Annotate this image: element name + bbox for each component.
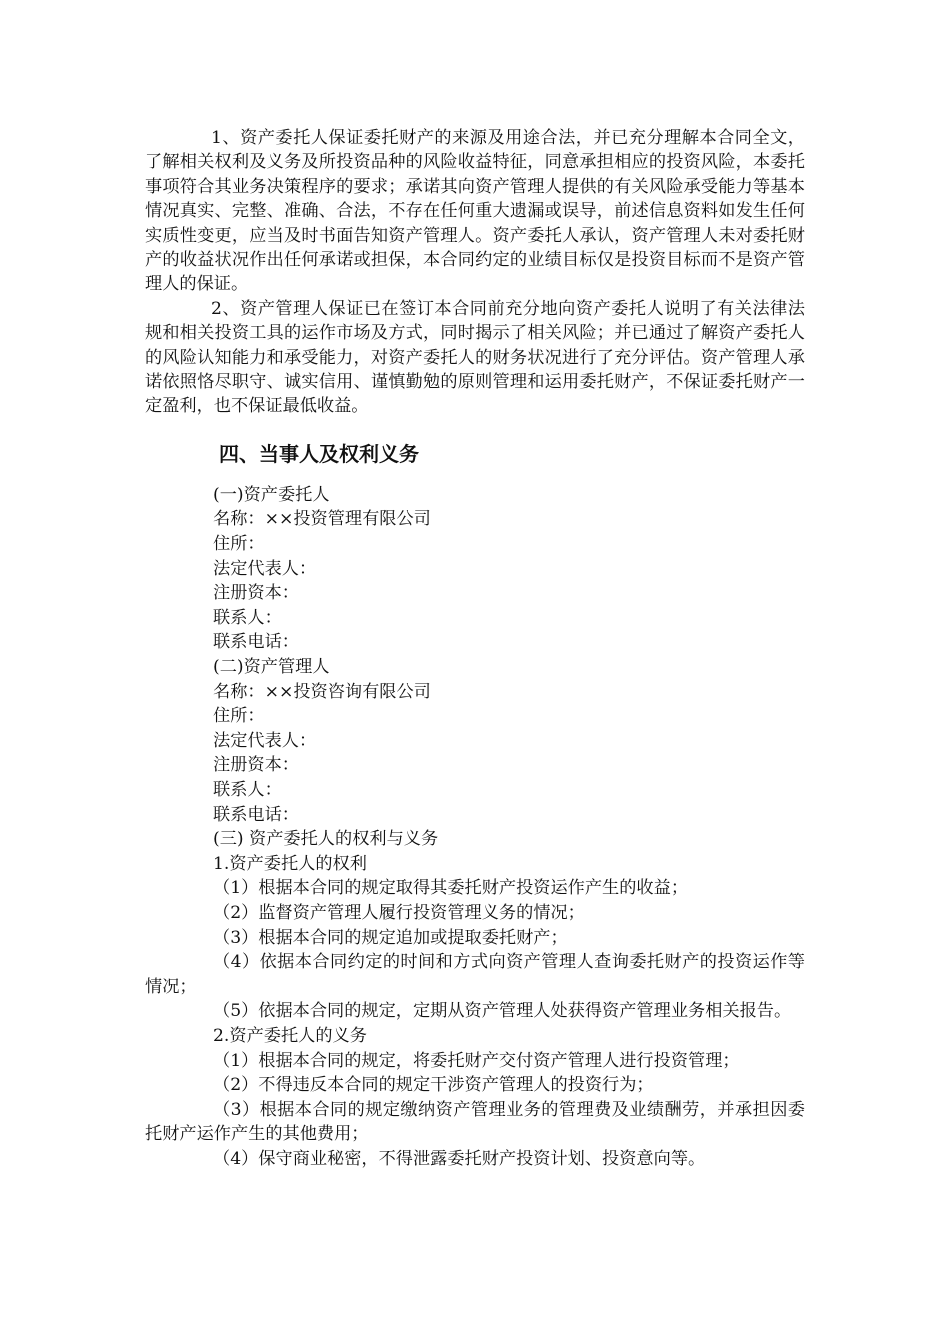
party-line: 法定代表人： [213, 558, 317, 579]
rights-item: （4）依据本合同约定的时间和方式向资产管理人查询委托财产的投资运作等情况； [145, 952, 805, 997]
document-page [145, 126, 805, 1172]
party-line: 联系电话： [213, 804, 299, 825]
rights-item: （1）根据本合同的规定取得其委托财产投资运作产生的收益； [213, 878, 689, 899]
subsection-title: (三) 资产委托人的权利与义务 [213, 829, 439, 850]
party-line: 法定代表人： [213, 730, 317, 751]
paragraph-guarantee-client: 1、资产委托人保证委托财产的来源及用途合法，并已充分理解本合同全文，了解相关权利及义务及所投资品种的风险收益特征，同意承担相应的投资风险，本委托事项符合其业务决策程序的要求；承诺其向资产管理人提供的有关风险承受能力等基本情况真实、完整、准确、合法，不存在任何重大遗漏或误导，前述信息资料如发生任何实质性变更，应当及时书面告知资产管理人。资产委托人承认，资产管理人未对委托财产的收益状况作出任何承诺或担保，本合同约定的业绩目标仅是投资目标而不是资产管理人的保证。 [145, 128, 805, 295]
paragraph-guarantee-manager: 2、资产管理人保证已在签订本合同前充分地向资产委托人说明了有关法律法规和相关投资工具的运作市场及方式，同时揭示了相关风险；并已通过了解资产委托人的风险认知能力和承受能力，对资产委托人的财务状况进行了充分评估。资产管理人承诺依照恪尽职守、诚实信用、谨慎勤勉的原则管理和运用委托财产，不保证委托财产一定盈利，也不保证最低收益。 [145, 298, 805, 417]
party-line: 联系电话： [213, 632, 299, 653]
section-heading: 四、当事人及权利义务 [219, 441, 419, 466]
party-line: 名称：××投资咨询有限公司 [213, 681, 431, 702]
duties-item: （3）根据本合同的规定缴纳资产管理业务的管理费及业绩酬劳，并承担因委托财产运作产生的其他费用； [145, 1099, 805, 1145]
party-line: (一)资产委托人 [213, 484, 330, 505]
party-line: 名称：××投资管理有限公司 [213, 509, 431, 530]
duties-item: （2）不得违反本合同的规定干涉资产管理人的投资行为； [213, 1075, 654, 1096]
rights-item: （2）监督资产管理人履行投资管理义务的情况； [213, 902, 585, 923]
party-line: 住所： [213, 534, 265, 555]
rights-item: （5）依据本合同的规定，定期从资产管理人处获得资产管理业务相关报告。 [213, 1001, 792, 1022]
party-line: 联系人： [213, 607, 282, 628]
duties-item: （4）保守商业秘密，不得泄露委托财产投资计划、投资意向等。 [213, 1148, 706, 1169]
subsection-title: 2.资产委托人的义务 [213, 1025, 367, 1046]
subsection-title: 1.资产委托人的权利 [213, 853, 367, 874]
party-line: 注册资本： [213, 755, 299, 776]
party-line: 住所： [213, 706, 265, 727]
party-line: (二)资产管理人 [213, 657, 330, 678]
duties-item: （1）根据本合同的规定，将委托财产交付资产管理人进行投资管理； [213, 1050, 740, 1071]
rights-item: （3）根据本合同的规定追加或提取委托财产； [213, 927, 568, 948]
party-line: 注册资本： [213, 583, 299, 604]
party-line: 联系人： [213, 780, 282, 800]
